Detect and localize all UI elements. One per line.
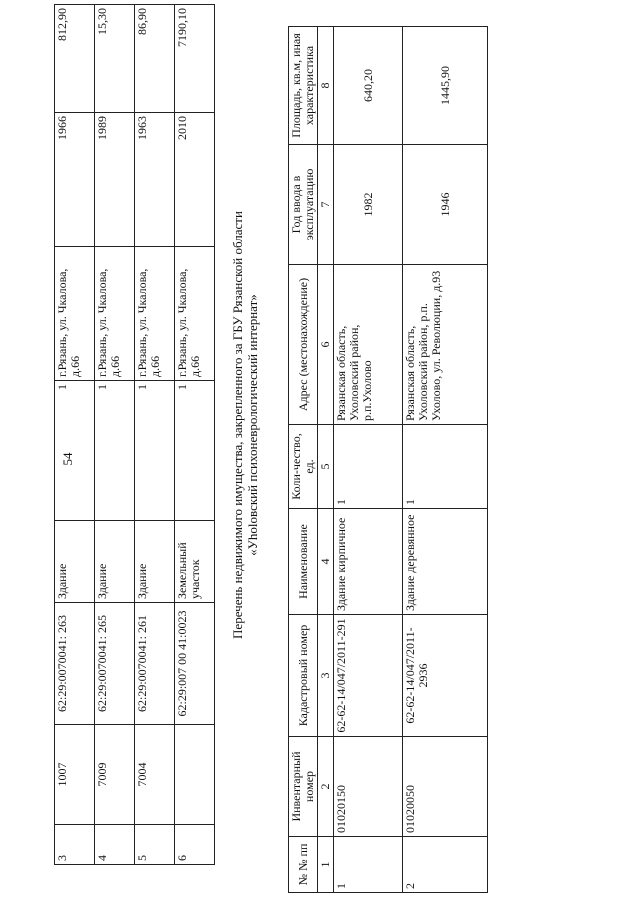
caption-line-1: Перечень недвижимого имущества, закрепленного за ГБУ Рязанской области bbox=[230, 211, 245, 639]
address: Рязанская область, Ухоловский район, р.п. Ухолово, ул. Революции, д.93 bbox=[403, 265, 488, 425]
main-table bbox=[288, 26, 488, 893]
table-row bbox=[95, 5, 135, 865]
row-no: 1 bbox=[334, 837, 403, 893]
property-name: Здание деревянное bbox=[403, 509, 488, 615]
header-name: Наименование bbox=[289, 509, 318, 615]
cadastral-number: 62:29:0070041: 265 bbox=[95, 603, 135, 725]
cadastral-number: 62-62-14/047/2011-2936 bbox=[403, 615, 488, 737]
year-commissioned: 2010 bbox=[175, 113, 215, 247]
document-caption bbox=[230, 145, 260, 705]
row-no: 6 bbox=[175, 825, 215, 865]
area: 1445,90 bbox=[403, 27, 488, 145]
header-inventory: Инвентарный номер bbox=[289, 737, 318, 837]
inventory-number: 7009 bbox=[95, 725, 135, 825]
cadastral-number: 62:29:007 00 41:0023 bbox=[175, 603, 215, 725]
cadastral-number: 62-62-14/047/2011-291 bbox=[334, 615, 403, 737]
year-commissioned: 1966 bbox=[55, 113, 95, 247]
row-no: 5 bbox=[135, 825, 175, 865]
quantity: 1 bbox=[95, 381, 135, 521]
table-row bbox=[135, 5, 175, 865]
row-no: 3 bbox=[55, 825, 95, 865]
header-row bbox=[289, 27, 318, 893]
property-name: Здание bbox=[95, 521, 135, 603]
cadastral-number: 62:29:0070041: 263 bbox=[55, 603, 95, 725]
quantity: 1 bbox=[175, 381, 215, 521]
area: 812,90 bbox=[55, 5, 95, 113]
col-number: 7 bbox=[318, 145, 334, 265]
table-row bbox=[175, 5, 215, 865]
table-row bbox=[55, 5, 95, 865]
column-number-row bbox=[318, 27, 334, 893]
property-name: Земельный участок bbox=[175, 521, 215, 603]
area: 15,30 bbox=[95, 5, 135, 113]
table-row bbox=[334, 27, 403, 893]
col-number: 4 bbox=[318, 509, 334, 615]
property-name: Здание bbox=[135, 521, 175, 603]
inventory-number: 7004 bbox=[135, 725, 175, 825]
col-number: 2 bbox=[318, 737, 334, 837]
quantity: 1 bbox=[135, 381, 175, 521]
area: 86,90 bbox=[135, 5, 175, 113]
header-no: № № пп bbox=[289, 837, 318, 893]
inventory-number: 01020150 bbox=[334, 737, 403, 837]
property-name: Здание кирпичное bbox=[334, 509, 403, 615]
header-cadastral: Кадастровый номер bbox=[289, 615, 318, 737]
quantity: 1 bbox=[55, 381, 95, 521]
quantity: 1 bbox=[334, 425, 403, 509]
row-no: 2 bbox=[403, 837, 488, 893]
inventory-number: 1007 bbox=[55, 725, 95, 825]
inventory-number: 01020050 bbox=[403, 737, 488, 837]
property-name: Здание bbox=[55, 521, 95, 603]
header-quantity: Коли-чество, ед. bbox=[289, 425, 318, 509]
address: г.Рязань, ул. Чкалова, д.66 bbox=[95, 247, 135, 381]
caption-line-2: «Уholовский психоневрологический интернат» bbox=[245, 294, 260, 556]
header-address: Адрес (местонахождение) bbox=[289, 265, 318, 425]
col-number: 5 bbox=[318, 425, 334, 509]
year-commissioned: 1982 bbox=[334, 145, 403, 265]
col-number: 3 bbox=[318, 615, 334, 737]
col-number: 1 bbox=[318, 837, 334, 893]
address: г.Рязань, ул. Чкалова, д.66 bbox=[55, 247, 95, 381]
inventory-number bbox=[175, 725, 215, 825]
area: 640,20 bbox=[334, 27, 403, 145]
table-row bbox=[403, 27, 488, 893]
quantity: 1 bbox=[403, 425, 488, 509]
header-year: Год ввода в эксплуатацию bbox=[289, 145, 318, 265]
header-area: Площадь, кв.м, иная характеристика bbox=[289, 27, 318, 145]
cadastral-number: 62:29:0070041: 261 bbox=[135, 603, 175, 725]
area: 7190,10 bbox=[175, 5, 215, 113]
year-commissioned: 1963 bbox=[135, 113, 175, 247]
year-commissioned: 1946 bbox=[403, 145, 488, 265]
row-no: 4 bbox=[95, 825, 135, 865]
address: Рязанская область, Ухоловский район, р.п.Ухолово bbox=[334, 265, 403, 425]
col-number: 8 bbox=[318, 27, 334, 145]
col-number: 6 bbox=[318, 265, 334, 425]
page-number: 54 bbox=[60, 452, 75, 466]
address: г.Рязань, ул. Чкалова, д.66 bbox=[135, 247, 175, 381]
address: г.Рязань, ул. Чкалова, д.66 bbox=[175, 247, 215, 381]
top-table bbox=[54, 4, 215, 865]
year-commissioned: 1989 bbox=[95, 113, 135, 247]
